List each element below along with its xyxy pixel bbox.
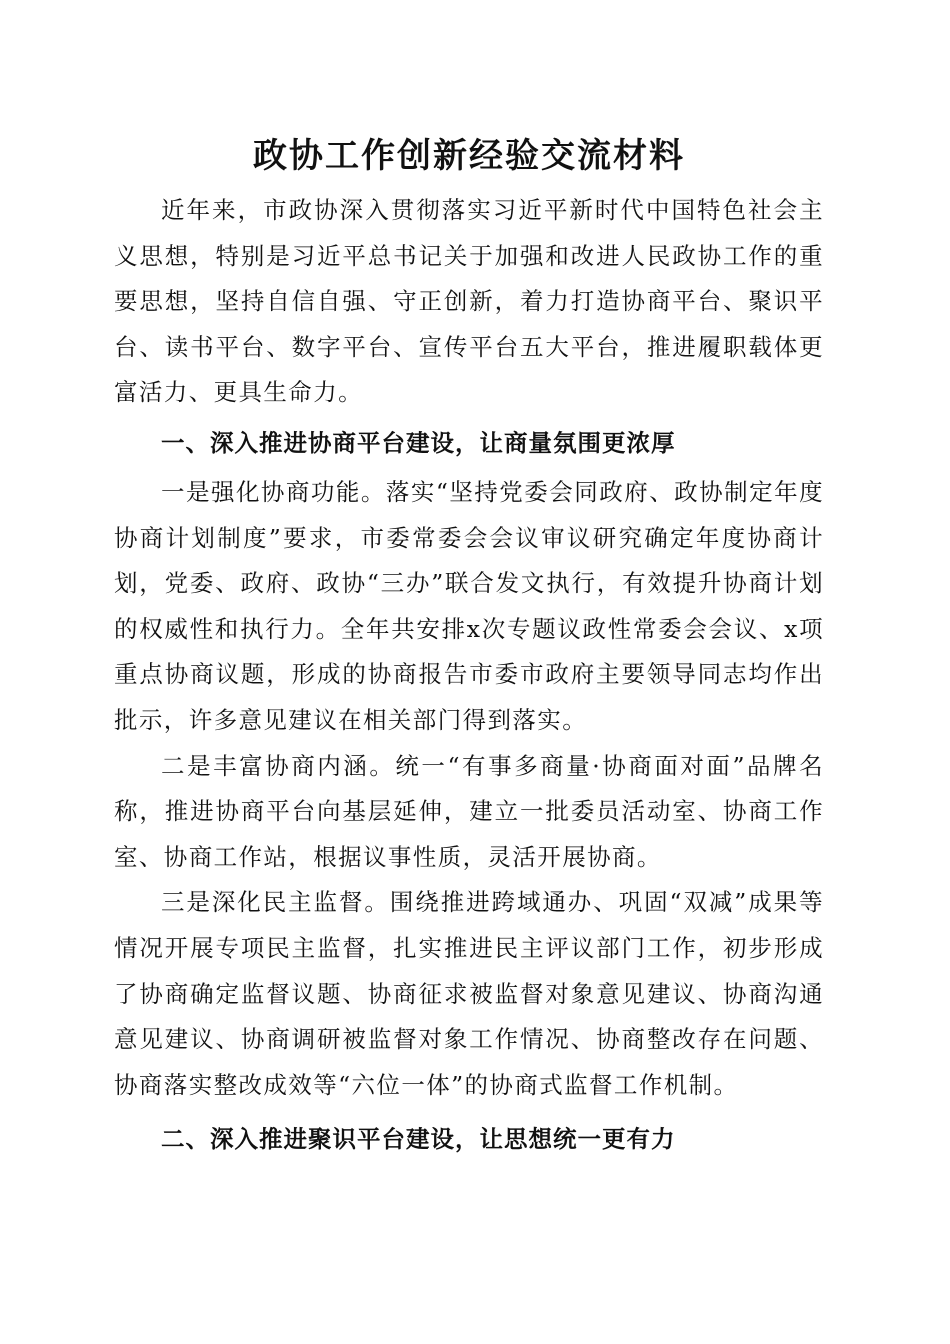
document-title: 政协工作创新经验交流材料 <box>253 136 685 176</box>
section-heading-knowledge-platform: 二、深入推进聚识平台建设，让思想统一更有力 <box>161 1125 676 1154</box>
paragraph-lead: 二是丰富协商内涵。 <box>161 751 396 780</box>
paragraph-body: 落实“坚持党委会同政府、政协制定年度协商计划制度”要求，市委常委会会议审议研究确定年度协商计划，党委、政府、政协“三办”联合发文执行，有效提升协商计划的权威性和执行力。全年共安排x次专题议政性常委会会议、x项重点协商议题，形成的协商报告市委市政府主要领导同志均作出批示，许多意见建议在相关部门得到落实。 <box>114 477 824 734</box>
paragraph-lead: 一是强化协商功能。 <box>161 477 386 506</box>
paragraph-strengthen-consultation <box>114 470 824 744</box>
paragraph-body: 围绕推进跨域通办、巩固“双减”成果等情况开展专项民主监督，扎实推进民主评议部门工作，初步形成了协商确定监督议题、协商征求被监督对象意见建议、协商沟通意见建议、协商调研被监督对象工作情况、协商整改存在问题、协商落实整改成效等“六位一体”的协商式监督工作机制。 <box>114 888 824 1099</box>
paragraph-body: 统一“有事多商量·协商面对面”品牌名称，推进协商平台向基层延伸，建立一批委员活动室、协商工作室、协商工作站，根据议事性质，灵活开展协商。 <box>114 751 824 871</box>
section-heading-consultation-platform: 一、深入推进协商平台建设，让商量氛围更浓厚 <box>161 428 676 457</box>
intro-paragraph: 近年来，市政协深入贯彻落实习近平新时代中国特色社会主义思想，特别是习近平总书记关于加强和改进人民政协工作的重要思想，坚持自信自强、守正创新，着力打造协商平台、聚识平台、读书平台、数字平台、宣传平台五大平台，推进履职载体更富活力、更具生命力。 <box>114 196 824 407</box>
paragraph-lead: 三是深化民主监督。 <box>161 888 390 917</box>
paragraph-enrich-consultation <box>114 744 824 881</box>
paragraph-democratic-supervision <box>114 880 824 1108</box>
